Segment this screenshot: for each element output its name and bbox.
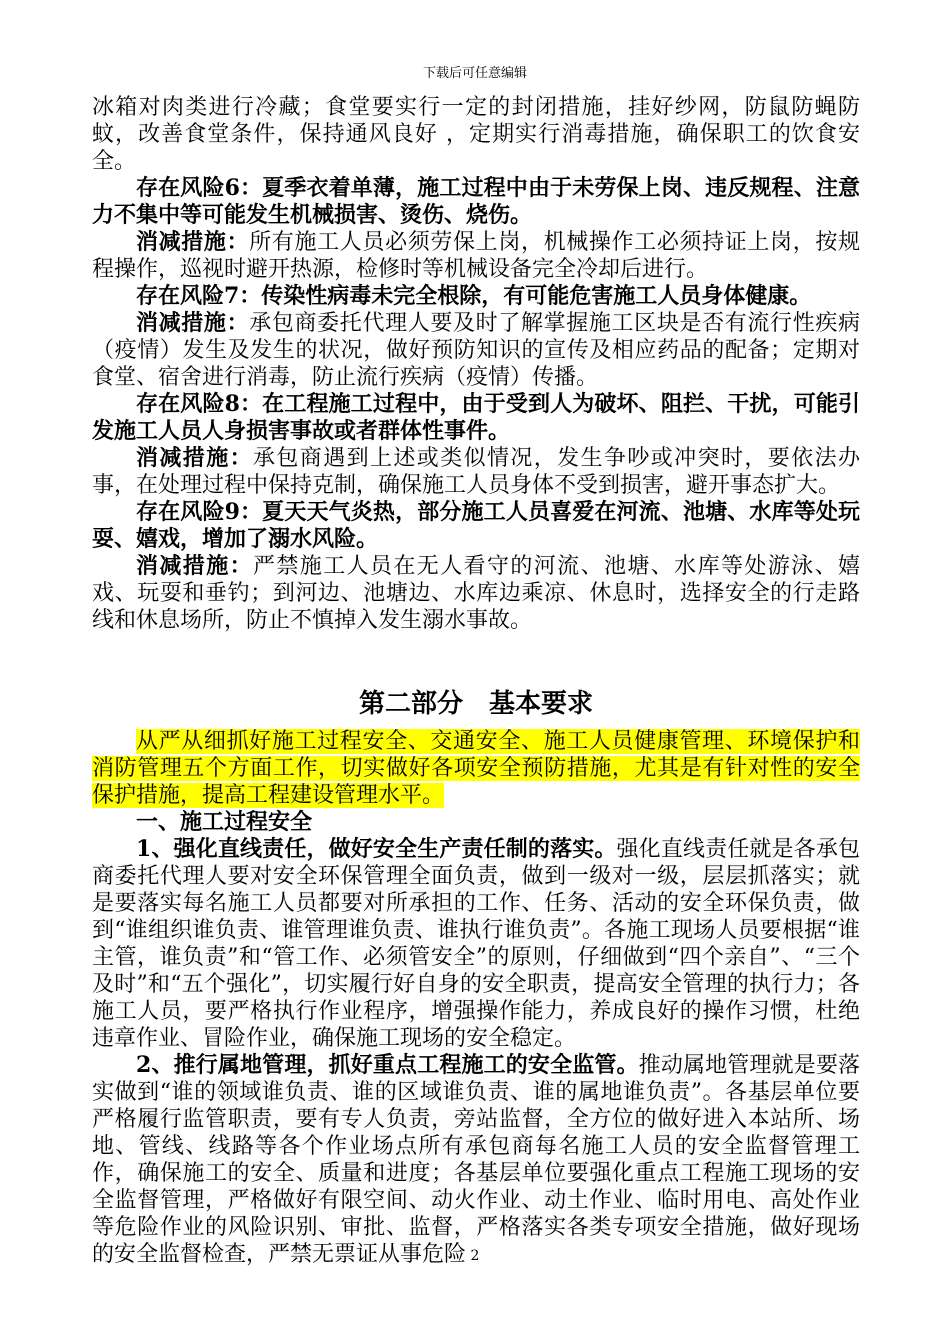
paragraph-canteen: 冰箱对肉类进行冷藏；食堂要实行一定的封闭措施，挂好纱网，防鼠防蝇防蚊，改善食堂条件，保持通风良好 ，定期实行消毒措施，确保职工的饮食安全。 [92,95,860,174]
measure-text: 严禁施工人员在无人看守的河流、池塘、水库等处游泳、嬉戏、玩耍和垂钓；到河边、池塘边、水库边乘凉、休息时，选择安全的行走路线和休息场所，防止不慎掉入发生溺水事故。 [92,554,860,633]
risk-7: 存在风险7：传染性病毒未完全根除，有可能危害施工人员身体健康。 [136,283,812,309]
page-header: 下载后可任意编辑 [422,66,527,81]
measure-label: 消减措施： [136,310,250,336]
section-spacer [92,634,860,686]
document-body [92,94,860,1268]
risk-6: 存在风险6：夏季衣着单薄，施工过程中由于未劳保上岗、违反规程、注意力不集中等可能发生机械损害、烫伤、烧伤。 [92,175,860,228]
item-title: 1、强化直线责任，做好安全生产责任制的落实。 [136,836,617,862]
item-1 [92,836,860,1052]
page-number: 2 [470,1248,480,1264]
measure-text: 所有施工人员必须劳保上岗，机械操作工必须持证上岗，按规程操作，巡视时避开热源，检修时等机械设备完全冷却后进行。 [92,230,860,282]
measure-7 [92,310,860,391]
measure-9 [92,553,860,634]
item-title: 2、推行属地管理，抓好重点工程施工的安全监管。 [136,1052,639,1078]
measure-6 [92,229,860,283]
measure-text: 承包商遇到上述或类似情况，发生争吵或冲突时，要依法办事，在处理过程中保持克制，确保施工人员身体不受到损害，避开事态扩大。 [92,446,860,498]
item-text: 强化直线责任就是各承包商委托代理人要对安全环保管理全面负责，做到一级对一级，层层抓落实；就是要落实每名施工人员都要对所承担的工作、任务、活动的安全环保负责，做到“谁组织谁负责、谁管理谁负责、谁执行谁负责”。各施工现场人员要根据“谁主管，谁负责”和“管工作、必须管安全”的原则，仔细做到“四个亲自”、“三个及时”和“五个强化”，切实履行好自身的安全职责，提高安全管理的执行力；各施工人员，要严格执行作业程序，增强操作能力，养成良好的操作习惯，杜绝违章作业、冒险作业，确保施工现场的安全稳定。 [92,837,860,1051]
measure-8 [92,445,860,499]
measure-label: 消减措施： [136,229,250,255]
item-2 [92,1052,860,1268]
section-intro [92,728,860,809]
measure-label: 消减措施： [136,445,253,471]
subsection-title: 一、施工过程安全 [136,809,313,835]
risk-9: 存在风险9：夏天天气炎热，部分施工人员喜爱在河流、池塘、水库等处玩耍、嬉戏，增加了溺水风险。 [92,499,860,552]
measure-label: 消减措施： [136,553,253,579]
highlighted-intro: 从严从细抓好施工过程安全、交通安全、施工人员健康管理、环境保护和消防管理五个方面工作，切实做好各项安全预防措施，尤其是有针对性的安全保护措施，提高工程建设管理水平。 [92,729,860,808]
section-title: 第二部分 基本要求 [358,689,593,719]
item-text: 推动属地管理就是要落实做到“谁的领域谁负责、谁的区域谁负责、谁的属地谁负责”。各基层单位要严格履行监管职责，要有专人负责，旁站监督，全方位的做好进入本站所、场地、管线、线路等各个作业场点所有承包商每名施工人员的安全监督管理工作，确保施工的安全、质量和进度；各基层单位要强化重点工程施工现场的安全监督管理，严格做好有限空间、动火作业、动土作业、临时用电、高处作业等危险作业的风险识别、审批、监督，严格落实各类专项安全措施，做好现场的安全监督检查，严禁无票证从事危险 [92,1053,860,1267]
measure-text: 承包商委托代理人要及时了解掌握施工区块是否有流行性疾病（疫情）发生及发生的状况，做好预防知识的宣传及相应药品的配备；定期对食堂、宿舍进行消毒，防止流行疾病（疫情）传播。 [92,311,860,390]
risk-8: 存在风险8：在工程施工过程中，由于受到人为破坏、阻拦、干扰，可能引发施工人员人身损害事故或者群体性事件。 [92,391,860,444]
